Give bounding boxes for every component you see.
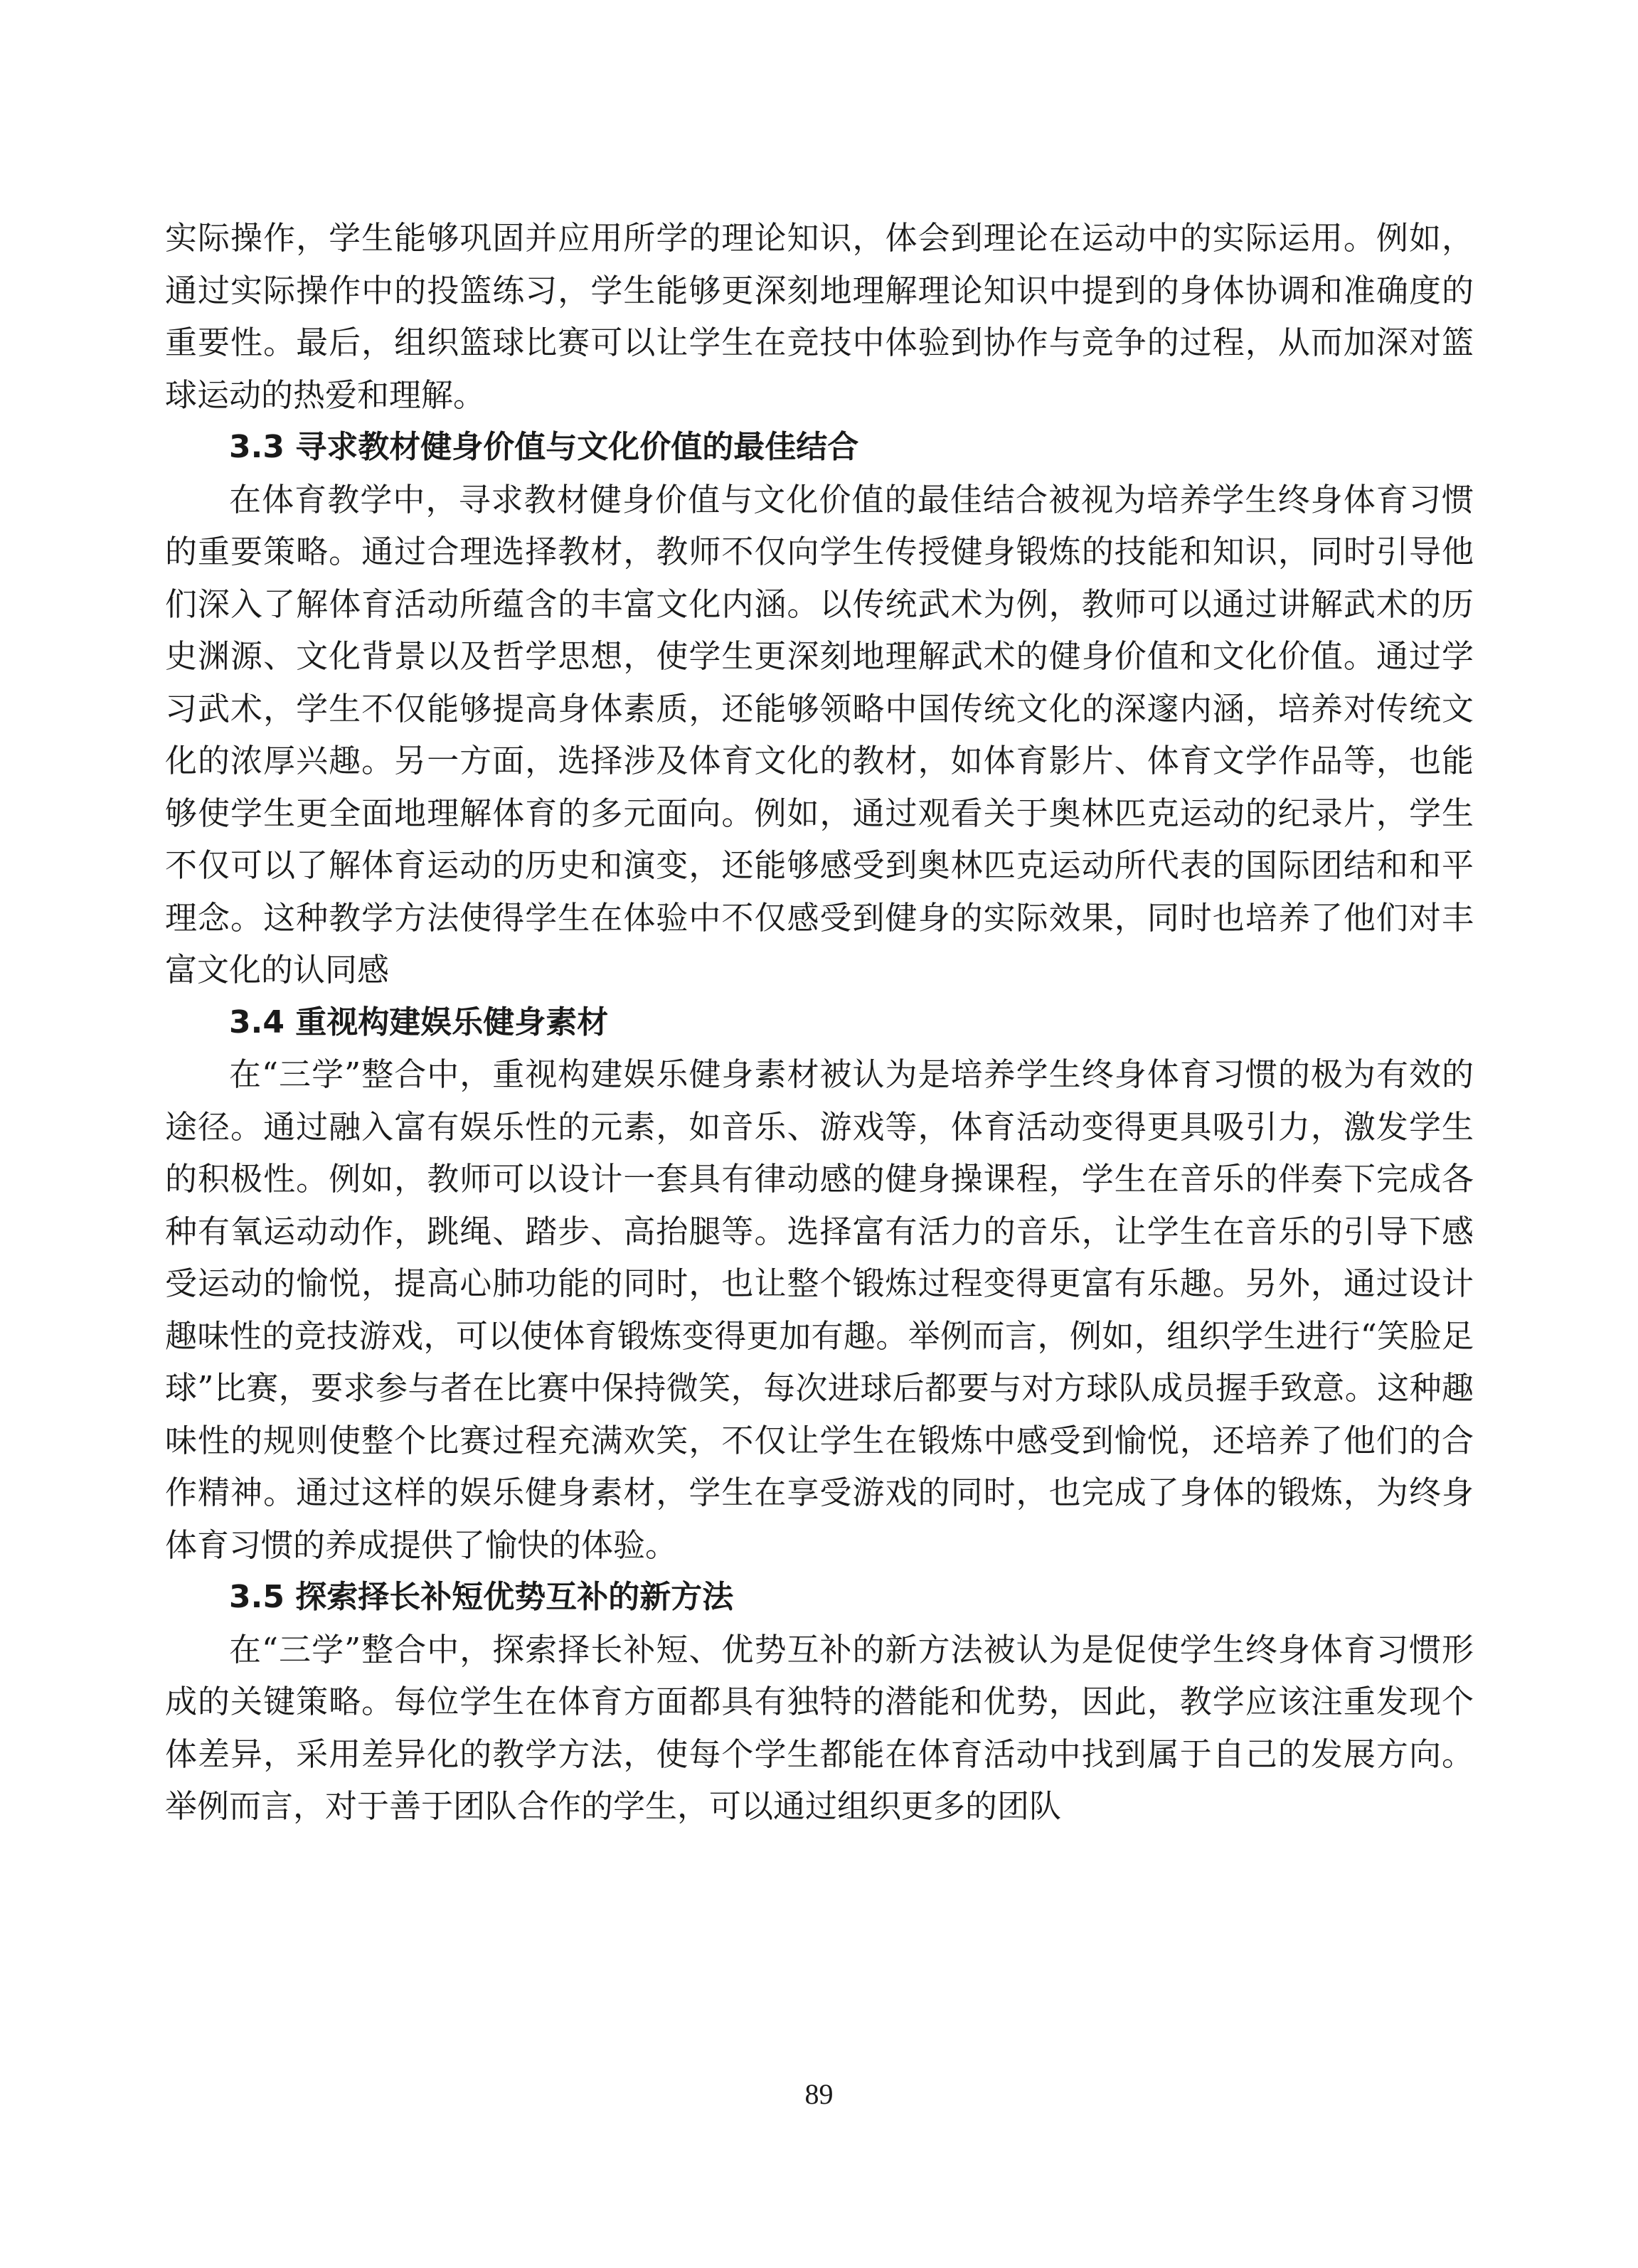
paragraph-section-3-5: 在“三学”整合中，探索择长补短、优势互补的新方法被认为是促使学生终身体育习惯形成的关键策略。每位学生在体育方面都具有独特的潜能和优势，因此，教学应该注重发现个体差异，采用差异化的教学方法，使每个学生都能在体育活动中找到属于自己的发展方向。举例而言，对于善于团队合作的学生，可以通过组织更多的团队 — [165, 1630, 1474, 1825]
paragraph-section-3-4: 在“三学”整合中，重视构建娱乐健身素材被认为是培养学生终身体育习惯的极为有效的途径。通过融入富有娱乐性的元素，如音乐、游戏等，体育活动变得更具吸引力，激发学生的积极性。例如，教师可以设计一套具有律动感的健身操课程，学生在音乐的伴奏下完成各种有氧运动动作，跳绳、踏步、高抬腿等。选择富有活力的音乐，让学生在音乐的引导下感受运动的愉悦，提高心肺功能的同时，也让整个锻炼过程变得更富有乐趣。另外，通过设计趣味性的竞技游戏，可以使体育锻炼变得更加有趣。举例而言，例如，组织学生进行“笑脸足球”比赛，要求参与者在比赛中保持微笑，每次进球后都要与对方球队成员握手致意。这种趣味性的规则使整个比赛过程充满欢笑，不仅让学生在锻炼中感受到愉悦，还培养了他们的合作精神。通过这样的娱乐健身素材，学生在享受游戏的同时，也完成了身体的锻炼，为终身体育习惯的养成提供了愉快的体验。 — [165, 1055, 1474, 1564]
body-text — [165, 212, 1474, 1833]
page-number: 89 — [804, 2078, 834, 2110]
paragraph-section-3-3: 在体育教学中，寻求教材健身价值与文化价值的最佳结合被视为培养学生终身体育习惯的重要策略。通过合理选择教材，教师不仅向学生传授健身锻炼的技能和知识，同时引导他们深入了解体育活动所蕴含的丰富文化内涵。以传统武术为例，教师可以通过讲解武术的历史渊源、文化背景以及哲学思想，使学生更深刻地理解武术的健身价值和文化价值。通过学习武术，学生不仅能够提高身体素质，还能够领略中国传统文化的深邃内涵，培养对传统文化的浓厚兴趣。另一方面，选择涉及体育文化的教材，如体育影片、体育文学作品等，也能够使学生更全面地理解体育的多元面向。例如，通过观看关于奥林匹克运动的纪录片，学生不仅可以了解体育运动的历史和演变，还能够感受到奥林匹克运动所代表的国际团结和和平理念。这种教学方法使得学生在体验中不仅感受到健身的实际效果，同时也培养了他们对丰富文化的认同感 — [165, 480, 1474, 989]
section-heading-3-5: 3.5 探索择长补短优势互补的新方法 — [229, 1579, 734, 1615]
section-heading-3-4: 3.4 重视构建娱乐健身素材 — [229, 1003, 609, 1040]
paragraph-continued: 实际操作，学生能够巩固并应用所学的理论知识，体会到理论在运动中的实际运用。例如，通过实际操作中的投篮练习，学生能够更深刻地理解理论知识中提到的身体协调和准确度的重要性。最后，组织篮球比赛可以让学生在竞技中体验到协作与竞争的过程，从而加深对篮球运动的热爱和理解。 — [165, 219, 1474, 414]
section-heading-3-3: 3.3 寻求教材健身价值与文化价值的最佳结合 — [229, 429, 859, 465]
